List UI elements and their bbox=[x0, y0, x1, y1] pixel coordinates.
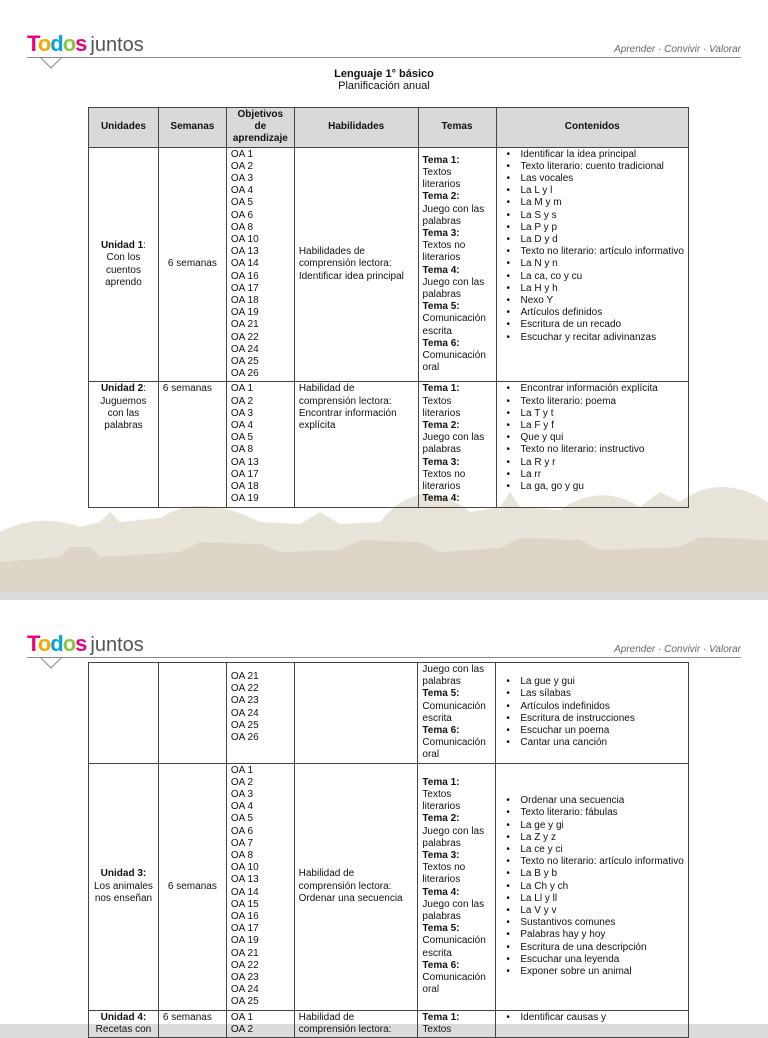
oa-item: OA 21 bbox=[230, 319, 259, 331]
oa-item: OA 13 bbox=[230, 246, 259, 258]
oa-item: OA 13 bbox=[230, 456, 259, 468]
content-item: • Encontrar información explícita bbox=[501, 383, 685, 395]
theme-text: Textos no literarios bbox=[422, 862, 466, 886]
content-item: • La ce y ci bbox=[500, 844, 684, 856]
content-item: • Exponer sobre un animal bbox=[500, 966, 684, 978]
oa-item: OA 4 bbox=[230, 801, 254, 813]
planning-table-continued bbox=[88, 662, 689, 1038]
oa-item: OA 1 bbox=[230, 764, 254, 776]
oa-item: OA 24 bbox=[230, 343, 259, 355]
page-2 bbox=[0, 600, 768, 1035]
content-item: • La ge y gi bbox=[500, 820, 684, 832]
theme-label: Tema 2: bbox=[422, 813, 460, 825]
header-temas: Temas bbox=[418, 108, 496, 148]
content-item: • La T y t bbox=[501, 408, 685, 420]
unit-2-cont-name bbox=[89, 663, 159, 764]
content-item: • La rr bbox=[501, 469, 685, 481]
oa-item: OA 3 bbox=[230, 173, 254, 185]
document-title-block bbox=[0, 68, 768, 92]
content-item: • Escuchar un poema bbox=[500, 725, 684, 737]
theme-text: Comunicación oral bbox=[422, 349, 486, 374]
theme-text: Textos bbox=[422, 1023, 452, 1035]
table-header-row bbox=[89, 108, 689, 148]
planning-table bbox=[88, 107, 689, 508]
unit-2-oa-list bbox=[226, 382, 294, 507]
oa-item: OA 2 bbox=[230, 160, 254, 172]
logo-juntos-text: juntos bbox=[90, 34, 144, 56]
unit-3-name: Unidad 3: Los animales nos enseñan bbox=[89, 763, 159, 1010]
theme-text: Comunicación escrita bbox=[422, 313, 486, 337]
theme-text: Textos literarios bbox=[422, 166, 461, 191]
theme-text: Juego con las palabras bbox=[422, 664, 485, 688]
oa-item: OA 8 bbox=[230, 444, 254, 456]
theme-label: Tema 2: bbox=[422, 191, 460, 203]
content-item: • La M y m bbox=[501, 197, 685, 209]
theme-text: Comunicación escrita bbox=[422, 935, 486, 959]
oa-item: OA 21 bbox=[230, 671, 259, 682]
content-item: • Texto literario: poema bbox=[501, 396, 685, 408]
theme-label: Tema 4: bbox=[422, 264, 460, 276]
oa-item: OA 22 bbox=[230, 959, 259, 971]
theme-label: Tema 5: bbox=[422, 301, 460, 313]
oa-item: OA 16 bbox=[230, 270, 259, 282]
document-title: Lenguaje 1° básico bbox=[334, 68, 434, 80]
content-item: • La S y s bbox=[501, 210, 685, 222]
oa-item: OA 1 bbox=[230, 1011, 254, 1023]
theme-label: Tema 3: bbox=[422, 227, 460, 239]
header-divider-2 bbox=[27, 657, 741, 658]
content-item: • Escritura de una descripción bbox=[500, 942, 684, 954]
oa-item: OA 5 bbox=[230, 197, 254, 209]
content-item: • La L y l bbox=[501, 185, 685, 197]
content-item: • La H y h bbox=[501, 283, 685, 295]
header-contenidos: Contenidos bbox=[496, 108, 689, 148]
content-item: • La N y n bbox=[501, 258, 685, 270]
oa-item: OA 15 bbox=[230, 898, 259, 910]
oa-item: OA 3 bbox=[230, 407, 254, 419]
content-item: • La Ll y ll bbox=[500, 893, 684, 905]
logo-juntos-text-2: juntos bbox=[90, 634, 144, 656]
oa-item: OA 21 bbox=[230, 947, 259, 959]
oa-item: OA 25 bbox=[230, 719, 259, 731]
theme-label: Tema 1: bbox=[422, 776, 460, 788]
oa-item: OA 6 bbox=[230, 825, 254, 837]
document-subtitle: Planificación anual bbox=[338, 80, 430, 92]
unit-2-cont-oa-list bbox=[226, 663, 294, 764]
unit-4-weeks: 6 semanas bbox=[158, 1010, 226, 1037]
content-item: • Escritura de instrucciones bbox=[500, 713, 684, 725]
oa-item: OA 3 bbox=[230, 789, 254, 801]
oa-item: OA 8 bbox=[230, 850, 254, 862]
content-item: • La ga, go y gu bbox=[501, 481, 685, 493]
unit-1-weeks: 6 semanas bbox=[158, 147, 226, 382]
theme-text: Juego con las palabras bbox=[422, 825, 485, 849]
unit-1-themes bbox=[418, 147, 496, 382]
oa-item: OA 10 bbox=[230, 862, 259, 874]
theme-text: Textos literarios bbox=[422, 789, 461, 813]
oa-item: OA 23 bbox=[230, 972, 259, 984]
theme-label: Tema 1: bbox=[422, 1011, 460, 1023]
content-item: • Que y qui bbox=[501, 432, 685, 444]
page-header-2 bbox=[0, 600, 768, 670]
oa-item: OA 18 bbox=[230, 481, 259, 493]
theme-label: Tema 6: bbox=[422, 725, 460, 737]
unit-4-skills: Habilidad de comprensión lectora: bbox=[294, 1010, 418, 1037]
oa-item: OA 2 bbox=[230, 395, 254, 407]
theme-text: Comunicación oral bbox=[422, 972, 486, 996]
oa-item: OA 24 bbox=[230, 984, 259, 996]
header-objetivos: Objetivos de aprendizaje bbox=[226, 108, 294, 148]
content-item: • Identificar la idea principal bbox=[501, 149, 685, 161]
theme-label: Tema 3: bbox=[422, 850, 460, 862]
content-item: • La F y f bbox=[501, 420, 685, 432]
oa-item: OA 26 bbox=[230, 732, 259, 744]
oa-item: OA 1 bbox=[230, 383, 254, 395]
page-header bbox=[0, 0, 768, 70]
theme-label: Tema 4: bbox=[422, 886, 460, 898]
oa-item: OA 8 bbox=[230, 221, 254, 233]
unit-3-skills: Habilidad de comprensión lectora: Ordenar una secuencia bbox=[294, 763, 418, 1010]
content-item: • Texto no literario: instructivo bbox=[501, 444, 685, 456]
theme-label: Tema 2: bbox=[422, 420, 460, 432]
content-item: • Escuchar y recitar adivinanzas bbox=[501, 332, 685, 344]
oa-item: OA 17 bbox=[230, 468, 259, 480]
table-row-unit-2 bbox=[89, 382, 689, 507]
content-item: • Cantar una canción bbox=[500, 737, 684, 749]
unit-4-name: Unidad 4: Recetas con bbox=[89, 1010, 159, 1037]
content-item: • La D y d bbox=[501, 234, 685, 246]
theme-label: Tema 3: bbox=[422, 456, 460, 468]
content-item: • Las vocales bbox=[501, 173, 685, 185]
content-item: • Texto literario: fábulas bbox=[500, 807, 684, 819]
unit-2-themes bbox=[418, 382, 496, 507]
table-row-unit-2-continued bbox=[89, 663, 689, 764]
oa-item: OA 5 bbox=[230, 432, 254, 444]
content-item: • La B y b bbox=[500, 868, 684, 880]
header-notch-icon-2 bbox=[40, 657, 62, 669]
oa-item: OA 26 bbox=[230, 368, 259, 380]
content-item: • La R y r bbox=[501, 457, 685, 469]
header-habilidades: Habilidades bbox=[294, 108, 418, 148]
theme-label: Tema 5: bbox=[422, 688, 460, 700]
oa-item: OA 17 bbox=[230, 923, 259, 935]
table-row-unit-1 bbox=[89, 147, 689, 382]
unit-2-cont-contents bbox=[496, 663, 689, 764]
theme-label: Tema 1: bbox=[422, 154, 460, 166]
content-item: • La Ch y ch bbox=[500, 881, 684, 893]
oa-item: OA 19 bbox=[230, 493, 259, 505]
unit-2-contents bbox=[496, 382, 689, 507]
oa-item: OA 7 bbox=[230, 837, 254, 849]
unit-1-name: Unidad 1: Con los cuentos aprendo bbox=[89, 147, 159, 382]
unit-2-cont-weeks bbox=[158, 663, 226, 764]
content-item: • Artículos indefinidos bbox=[500, 701, 684, 713]
header-tagline-2: Aprender · Convivir · Valorar bbox=[614, 644, 741, 655]
content-item: • Texto no literario: artículo informativo bbox=[501, 246, 685, 258]
oa-item: OA 16 bbox=[230, 911, 259, 923]
oa-item: OA 19 bbox=[230, 935, 259, 947]
oa-item: OA 25 bbox=[230, 356, 259, 368]
oa-item: OA 4 bbox=[230, 420, 254, 432]
unit-1-oa-list bbox=[226, 147, 294, 382]
unit-4-contents bbox=[496, 1010, 689, 1037]
oa-item: OA 23 bbox=[230, 695, 259, 707]
oa-item: OA 14 bbox=[230, 886, 259, 898]
unit-3-oa-list bbox=[226, 763, 294, 1010]
unit-2-cont-themes bbox=[418, 663, 496, 764]
theme-label: Tema 6: bbox=[422, 337, 460, 349]
oa-item: OA 10 bbox=[230, 234, 259, 246]
content-item: • Identificar causas y bbox=[500, 1012, 684, 1024]
oa-item: OA 2 bbox=[230, 776, 254, 788]
unit-1-contents bbox=[496, 147, 689, 382]
unit-1-skills: Habilidades de comprensión lectora: Identificar idea principal bbox=[294, 147, 418, 382]
oa-item: OA 6 bbox=[230, 209, 254, 221]
content-item: • Artículos definidos bbox=[501, 307, 685, 319]
oa-item: OA 22 bbox=[230, 683, 259, 695]
theme-label: Tema 1: bbox=[422, 383, 460, 395]
unit-3-weeks: 6 semanas bbox=[158, 763, 226, 1010]
oa-item: OA 25 bbox=[230, 996, 259, 1008]
content-item: • Ordenar una secuencia bbox=[500, 795, 684, 807]
theme-label: Tema 5: bbox=[422, 923, 460, 935]
oa-item: OA 5 bbox=[230, 813, 254, 825]
header-divider bbox=[27, 57, 741, 58]
header-tagline: Aprender · Convivir · Valorar bbox=[614, 44, 741, 55]
todos-juntos-logo-2: Todos juntos bbox=[27, 631, 144, 656]
unit-2-cont-skills bbox=[294, 663, 418, 764]
theme-text: Juego con las palabras bbox=[422, 898, 485, 923]
theme-text: Textos no literarios bbox=[422, 240, 466, 264]
content-item: • La Z y z bbox=[500, 832, 684, 844]
content-item: • Texto no literario: artículo informativo bbox=[500, 856, 684, 868]
theme-text: Comunicación escrita bbox=[422, 700, 486, 724]
content-item: • Palabras hay y hoy bbox=[500, 929, 684, 941]
oa-item: OA 2 bbox=[230, 1023, 254, 1035]
content-item: • Texto literario: cuento tradicional bbox=[501, 161, 685, 173]
content-item: • Escritura de un recado bbox=[501, 319, 685, 331]
content-item: • La ca, co y cu bbox=[501, 271, 685, 283]
oa-item: OA 14 bbox=[230, 258, 259, 270]
oa-item: OA 19 bbox=[230, 307, 259, 319]
theme-text: Textos literarios bbox=[422, 395, 461, 419]
content-item: • La gue y gui bbox=[500, 676, 684, 688]
table-row-unit-4 bbox=[89, 1010, 689, 1037]
oa-item: OA 24 bbox=[230, 707, 259, 719]
oa-item: OA 4 bbox=[230, 185, 254, 197]
theme-text: Juego con las palabras bbox=[422, 276, 485, 300]
unit-4-themes bbox=[418, 1010, 496, 1037]
content-item: • Escuchar una leyenda bbox=[500, 954, 684, 966]
oa-item: OA 18 bbox=[230, 295, 259, 307]
unit-2-skills: Habilidad de comprensión lectora: Encontrar información explícita bbox=[294, 382, 418, 507]
unit-2-name: Unidad 2: Juguemos con las palabras bbox=[89, 382, 159, 507]
unit-3-contents bbox=[496, 763, 689, 1010]
oa-item: OA 13 bbox=[230, 874, 259, 886]
theme-text: Juego con las palabras bbox=[422, 432, 485, 456]
oa-item: OA 17 bbox=[230, 282, 259, 294]
oa-item: OA 22 bbox=[230, 331, 259, 343]
unit-4-oa-list bbox=[226, 1010, 294, 1037]
todos-juntos-logo: Todos juntos bbox=[27, 31, 144, 56]
content-item: • Las sílabas bbox=[500, 688, 684, 700]
table-row-unit-3 bbox=[89, 763, 689, 1010]
content-item: • Sustantivos comunes bbox=[500, 917, 684, 929]
content-item: • La P y p bbox=[501, 222, 685, 234]
oa-item: OA 1 bbox=[230, 148, 254, 160]
unit-2-weeks: 6 semanas bbox=[158, 382, 226, 507]
theme-text: Textos no literarios bbox=[422, 468, 466, 493]
content-item: • Nexo Y bbox=[501, 295, 685, 307]
content-item: • La V y v bbox=[500, 905, 684, 917]
theme-label: Tema 4: bbox=[422, 493, 460, 505]
header-unidades: Unidades bbox=[89, 108, 159, 148]
theme-label: Tema 6: bbox=[422, 959, 460, 971]
unit-3-themes bbox=[418, 763, 496, 1010]
theme-text: Juego con las palabras bbox=[422, 203, 485, 227]
header-semanas: Semanas bbox=[158, 108, 226, 148]
theme-text: Comunicación oral bbox=[422, 737, 486, 761]
